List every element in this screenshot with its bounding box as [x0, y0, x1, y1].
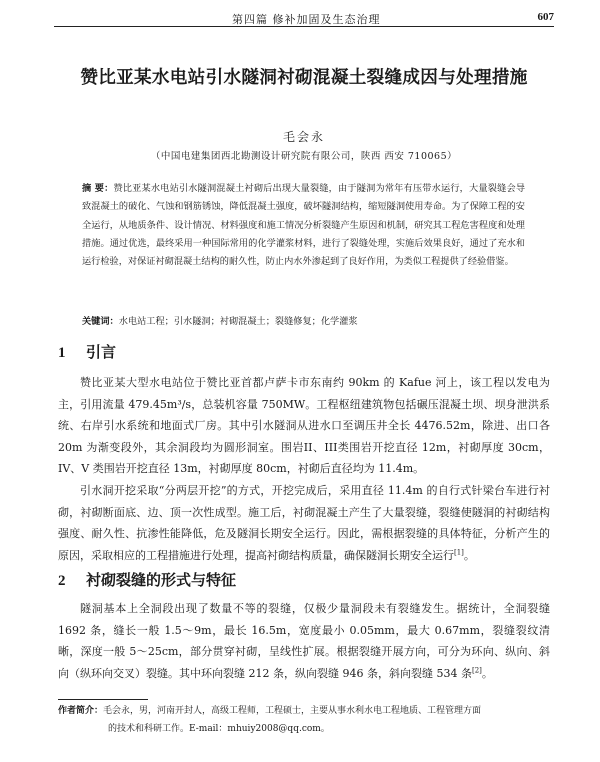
citation: [2]: [471, 666, 482, 675]
paragraph-end: 。: [481, 666, 493, 680]
paragraph: [58, 480, 550, 566]
author-name: 毛会永: [282, 130, 325, 144]
page-number: 607: [537, 11, 554, 23]
footnote-text: 毛会永，男，河南开封人，高级工程师，工程硕士，主要从事水利水电工程地质、工程管理方面: [103, 706, 482, 716]
running-head-section: 第四篇 修补加固及生态治理: [232, 13, 381, 26]
section-title: 引言: [86, 343, 117, 361]
section-heading-introduction: [58, 342, 116, 363]
abstract-text: 赞比亚某水电站引水隧洞混凝土衬砌后出现大量裂缝，由于隧洞为常年有压带水运行，大量裂缝会导致混凝土的破化、气蚀和钢筋锈蚀，降低混凝土强度，破坏隧洞结构，缩短隧洞使用寿命。为了保障工程的安全运行，从地质条件、设计情况、材料强度和施工情况分析裂缝产生原因和机制，研究其工程危害程度和处理措施。通过优选，最终采用一种国际常用的化学灌浆材料，进行了裂缝处理，实施后效果良好，通过了充水和运行检验，对保证衬砌混凝土结构的耐久性，防止内水外渗起到了良好作用，为类似工程提供了经验借鉴。: [82, 183, 526, 268]
author-affiliation: （中国电建集团西北勘测设计研究院有限公司，陕西 西安 710065）: [150, 151, 458, 162]
section-heading-crack-features: [58, 570, 236, 591]
citation: [1]: [454, 548, 464, 557]
section-number: 1: [58, 345, 66, 361]
paragraph: [58, 598, 550, 684]
paragraph-text: 引水洞开挖采取“分两层开挖”的方式，开挖完成后，采用直径 11.4m 的自行式针梁台车进行衬砌，衬砌断面底、边、顶一次性成型。施工后，衬砌混凝土产生了大量裂缝，裂缝使隧洞的衬砌结构强度、耐久性、抗渗性能降低，危及隧洞长期安全运行。因此，需根据裂缝的具体特征，分析产生的原因，采取相应的工程措施进行处理，提高衬砌结构质量，确保隧洞长期安全运行: [58, 483, 550, 562]
footnote-rule: [58, 699, 148, 700]
abstract-label: 摘 要：: [82, 183, 114, 194]
abstract: [82, 180, 525, 271]
paragraph: 赞比亚某大型水电站位于赞比亚首都卢萨卡市东南约 90km 的 Kafue 河上，该工程以发电为主，引用流量 479.45m³/s，总装机容量 750MW。工程枢纽建筑物包括碾压混凝土坝、坝身泄洪系统、右岸引水系统和地面式厂房。其中引水隧洞从进水口至调压井全长 4476.52m，除进、出口各 20m 为渐变段外，其余洞段均为圆形洞室。围岩II、III类围岩开挖直径 12m，衬砌厚度 30cm，IV、V 类围岩开挖直径 13m，衬砌厚度 80cm，衬砌后直径均为 11.4m。: [58, 376, 550, 476]
keywords: [82, 313, 525, 331]
section-body-introduction: [58, 372, 550, 566]
footnote-text-continued: 的技术和科研工作。E-mail：mhuiy2008@qq.com。: [108, 724, 330, 734]
running-head: [54, 6, 554, 28]
section-body-crack-features: [58, 598, 550, 684]
keywords-text: 水电站工程；引水隧洞；衬砌混凝土；裂缝修复；化学灌浆: [118, 316, 358, 327]
paper-title: 赞比亚某水电站引水隧洞衬砌混凝土裂缝成因与处理措施: [80, 68, 528, 88]
keywords-label: 关键词：: [82, 316, 119, 327]
header-rule: [54, 26, 554, 27]
section-number: 2: [58, 573, 66, 589]
author-footnote: [58, 702, 548, 738]
paragraph-text: 隧洞基本上全洞段出现了数量不等的裂缝，仅极少量洞段未有裂缝发生。据统计，全洞裂缝 1692 条，缝长一般 1.5～9m，最长 16.5m，宽度最小 0.05mm，最大 0.67mm，裂缝裂纹清晰，深度一般 5～25cm，部分贯穿衬砌，呈线性扩展。根据裂缝开展方向，可分为环向、纵向、斜向（纵环向交叉）裂缝。其中环向裂缝 212 条，纵向裂缝 946 条，斜向裂缝 534 条: [58, 602, 550, 680]
paragraph-end: 。: [463, 548, 475, 562]
footnote-label: 作者简介：: [58, 706, 104, 716]
section-title: 衬砌裂缝的形式与特征: [86, 571, 237, 589]
